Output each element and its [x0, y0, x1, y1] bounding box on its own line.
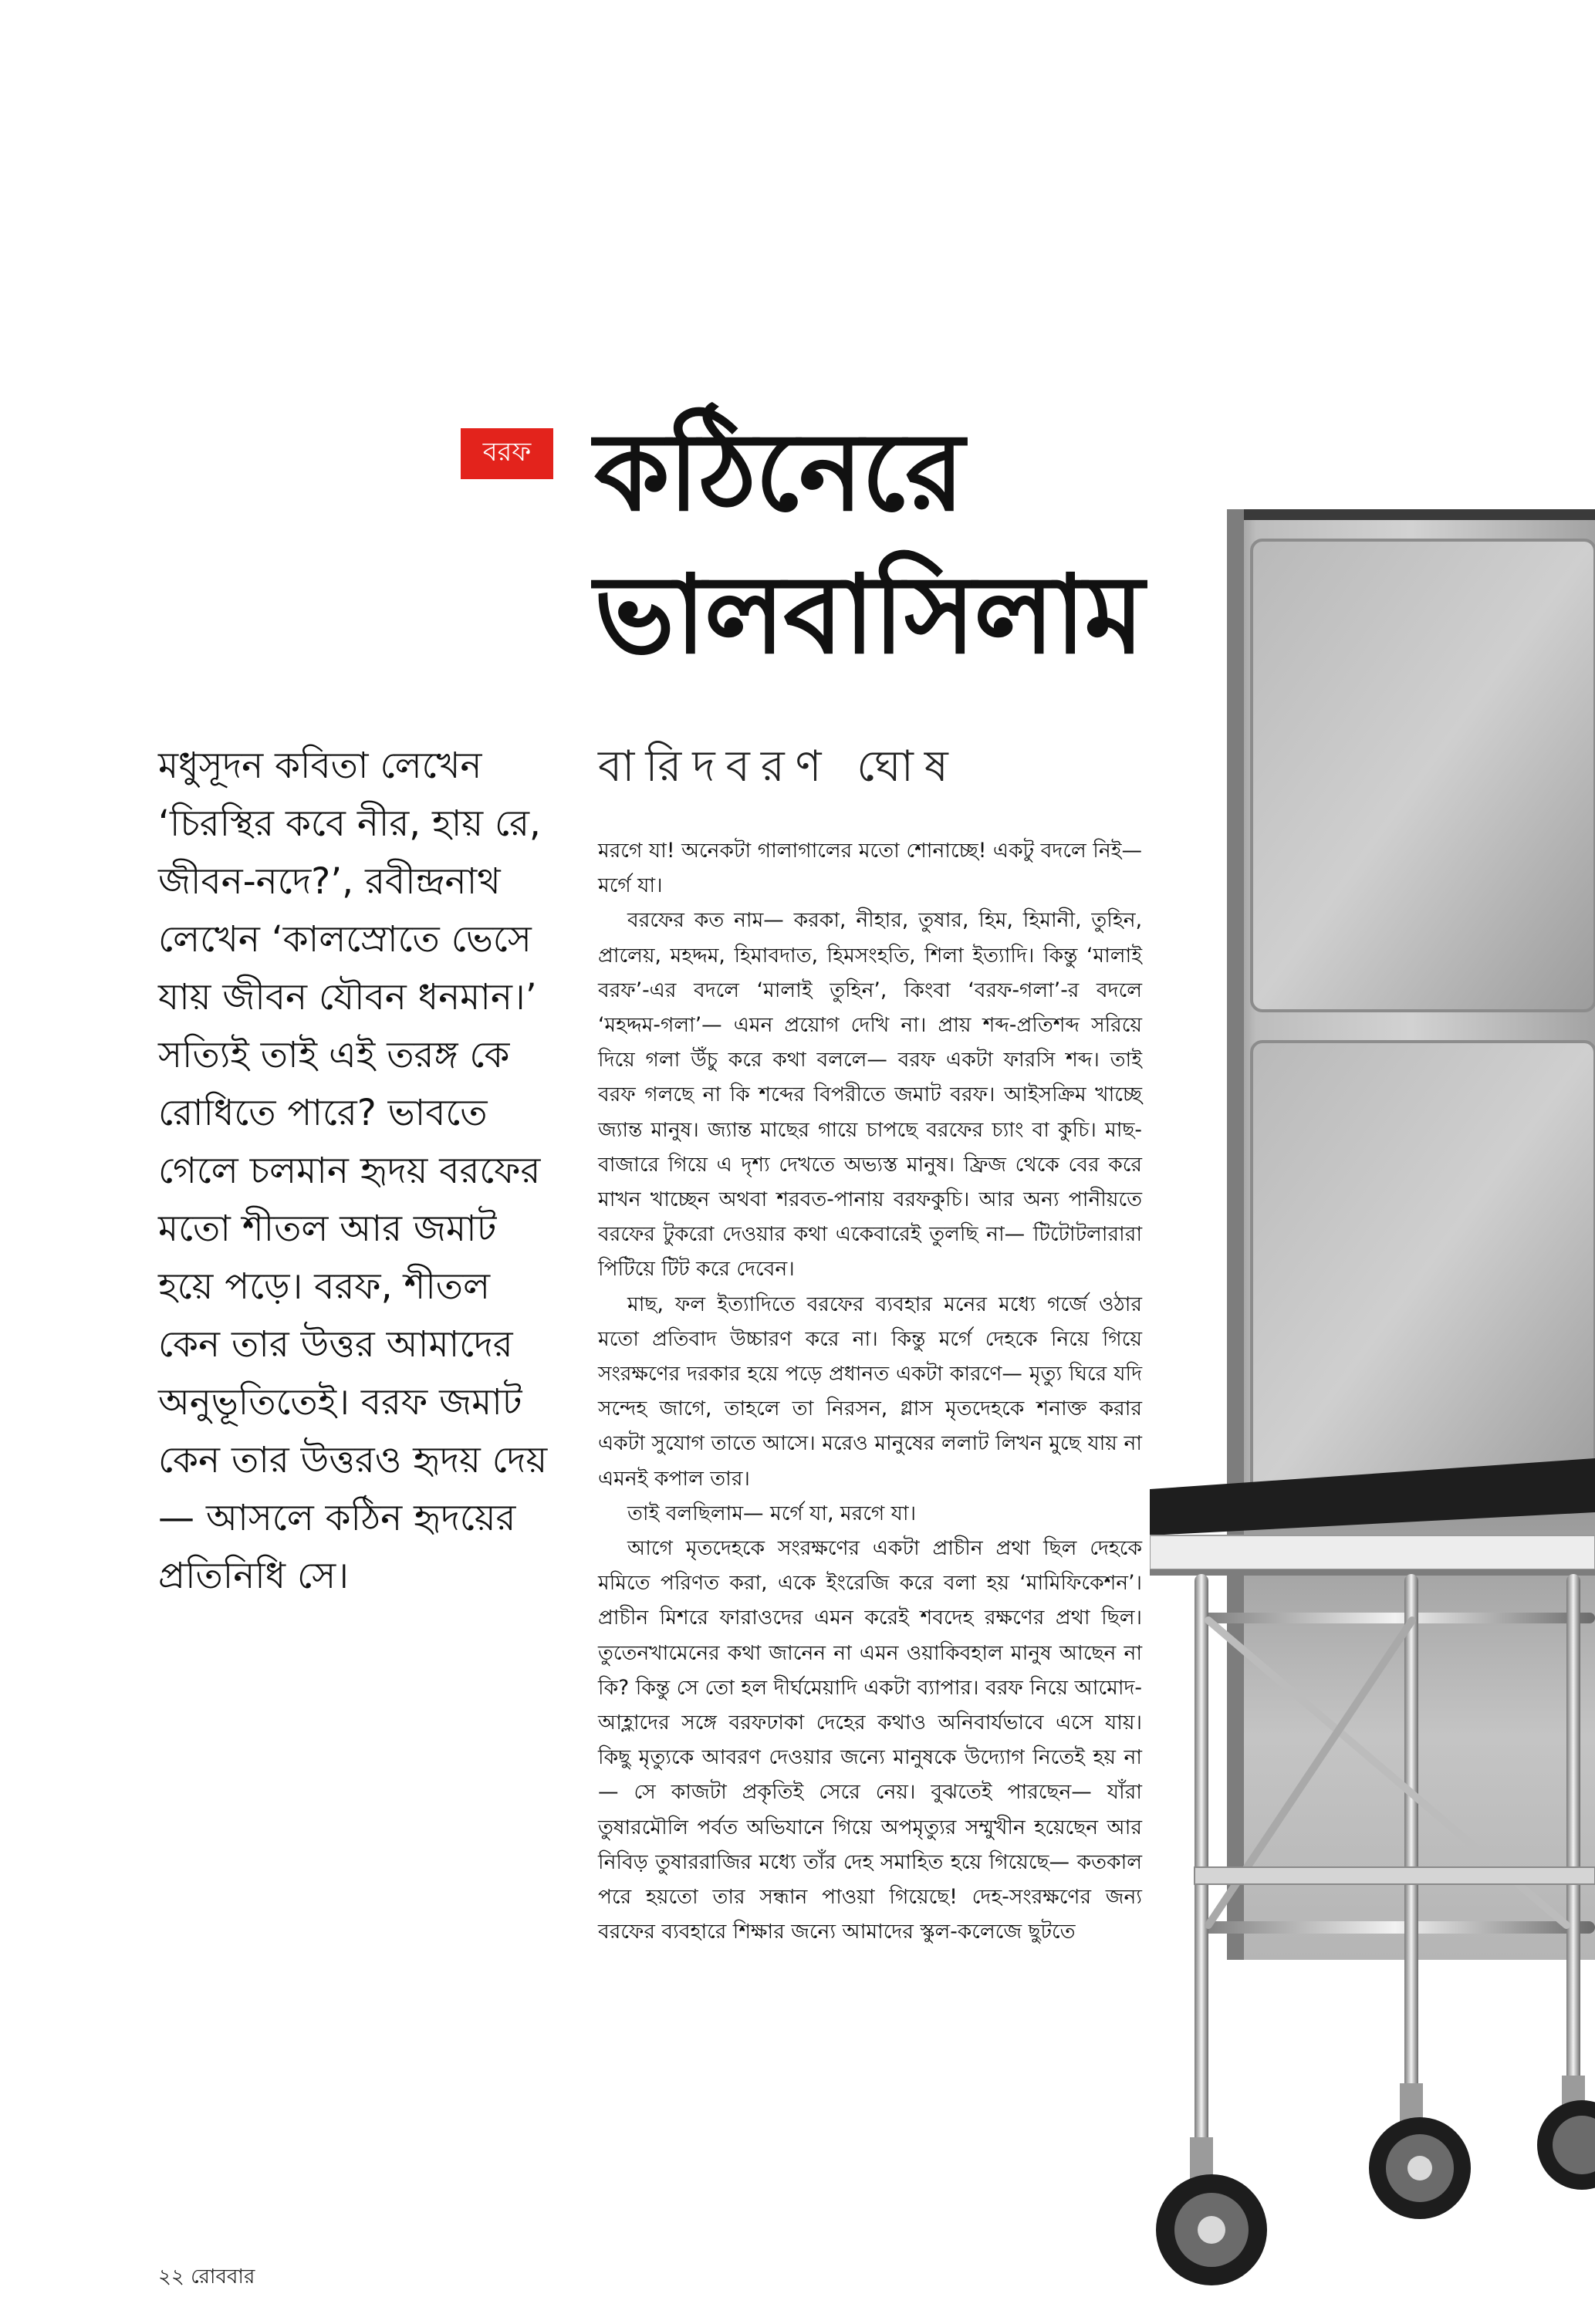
title-line-1: কঠিনেরে: [594, 410, 963, 535]
trolley-leg-back: [1404, 1574, 1418, 2099]
cabinet-door-upper: [1252, 540, 1595, 1011]
caster-back: [1369, 2083, 1471, 2219]
page-folio: ২২ রোববার: [158, 2265, 255, 2289]
author-byline: বারিদবরণ ঘোষ: [598, 741, 959, 792]
cabinet-top-edge: [1227, 509, 1595, 520]
cabinet-side: [1227, 509, 1244, 1960]
body-paragraph-1: মরগে যা! অনেকটা গালাগালের মতো শোনাচ্ছে! একটু বদলে নিই— মর্গে যা।: [598, 839, 1142, 898]
body-paragraph-2: বরফের কত নাম— করকা, নীহার, তুষার, হিম, হিমানী, তুহিন, প্রালেয়, মহদ্দম, হিমাবদাত, হিমসংহতি, শিলা ইত্যাদি। কিন্তু ‘মালাই বরফ’-এর বদলে ‘মালাই তুহিন’, কিংবা ‘বরফ-গলা’-র বদলে ‘মহদ্দম-গলা’— এমন প্রয়োগ দেখি না। প্রায় শব্দ-প্রতিশব্দ সরিয়ে দিয়ে গলা উঁচু করে কথা বললে— বরফ একটা ফারসি শব্দ। তাই বরফ গলছে না কি শব্দের বিপরীতে জমাট বরফ। আইসক্রিম খাচ্ছে জ্যান্ত মানুষ। জ্যান্ত মাছের গায়ে চাপছে বরফের চ্যাং বা কুচি। মাছ-বাজারে গিয়ে এ দৃশ্য দেখতে অভ্যস্ত মানুষ। ফ্রিজ থেকে বের করে মাখন খাচ্ছেন অথবা শরবত-পানায় বরফকুচি। আর অন্য পানীয়তে বরফের টুকরো দেওয়ার কথা একেবারেই তুলছি না— টিটোটলারারা পিটিয়ে টিট করে দেবেন।: [598, 908, 1142, 1282]
pull-quote: মধুসূদন কবিতা লেখেন ‘চিরস্থির কবে নীর, হায় রে, জীবন-নদে?’, রবীন্দ্রনাথ লেখেন ‘কালস্রোতে ভেসে যায় জীবন যৌবন ধনমান।’ সত্যিই তাই এই তরঙ্গ কে রোধিতে পারে? ভাবতে গেলে চলমান হৃদয় বরফের মতো শীতল আর জমাট হয়ে পড়ে। বরফ, শীতল কেন তার উত্তর আমাদের অনুভূতিতেই। বরফ জমাট কেন তার উত্তরও হৃদয় দেয়— আসলে কঠিন হৃদয়ের প্রতিনিধি সে।: [158, 745, 548, 1597]
trolley-leg-right: [1566, 1574, 1580, 2083]
morgue-cabinet-illustration: [1150, 509, 1595, 2324]
body-paragraph-4: তাই বলছিলাম— মর্গে যা, মরগে যা।: [627, 1501, 917, 1525]
body-paragraph-5: আগে মৃতদেহকে সংরক্ষণের একটা প্রাচীন প্রথা ছিল দেহকে মমিতে পরিণত করা, একে ইংরেজি করে বলা হয় ‘মামিফিকেশন’। প্রাচীন মিশরে ফারাওদের এমন করেই শবদেহ রক্ষণের প্রথা ছিল। তুতেনখামেনের কথা জানেন না এমন ওয়াকিবহাল মানুষ আছেন না কি? কিন্তু সে তো হল দীর্ঘমেয়াদি একটা ব্যাপার। বরফ নিয়ে আমোদ-আহ্লাদের সঙ্গে বরফঢাকা দেহের কথাও অনিবার্যভাবে এসে যায়। কিছু মৃত্যুকে আবরণ দেওয়ার জন্যে মানুষকে উদ্যোগ নিতেই হয় না— সে কাজটা প্রকৃতিই সেরে নেয়। বুঝতেই পারছেন— যাঁরা তুষারমৌলি পর্বত অভিযানে গিয়ে অপমৃত্যুর সম্মুখীন হয়েছেন আর নিবিড় তুষাররাজির মধ্যে তাঁর দেহ সমাহিত হয়ে গিয়েছে— কতকাল পরে হয়তো তার সন্ধান পাওয়া গিয়েছে! দেহ-সংরক্ষণের জন্য বরফের ব্যবহারে শিক্ষার জন্যে আমাদের স্কুল-কলেজে ছুটতে: [598, 1536, 1142, 1944]
section-tag: বরফ: [461, 428, 553, 479]
caster-front: [1156, 2137, 1267, 2285]
trolley-rail-lower: [1195, 1921, 1595, 1934]
caster-right: [1537, 2076, 1595, 2190]
cabinet-lower-panel: [1244, 1512, 1595, 1960]
trolley-shelf: [1195, 1867, 1595, 1884]
body-paragraph-3: মাছ, ফল ইত্যাদিতে বরফের ব্যবহার মনের মধ্যে গর্জে ওঠার মতো প্রতিবাদ উচ্চারণ করে না। কিন্তু মর্গে দেহকে নিয়ে গিয়ে সংরক্ষণের দরকার হয়ে পড়ে প্রধানত একটা কারণে— মৃত্যু ঘিরে যদি সন্দেহ জাগে, তাহলে তা নিরসন, গ্লাস মৃতদেহকে শনাক্ত করার একটা সুযোগ তাতে আসে। মরেও মানুষের ললাট লিখন মুছে যায় না এমনই কপাল তার।: [598, 1292, 1142, 1491]
trolley-tray-shadow: [1150, 1569, 1595, 1576]
trolley-rail-upper: [1195, 1613, 1595, 1623]
title-line-2: ভালবাসিলাম: [594, 552, 1143, 678]
trolley-tray-edge: [1150, 1535, 1595, 1569]
article-body: [598, 833, 1142, 1950]
cabinet-door-middle: [1252, 1042, 1595, 1505]
